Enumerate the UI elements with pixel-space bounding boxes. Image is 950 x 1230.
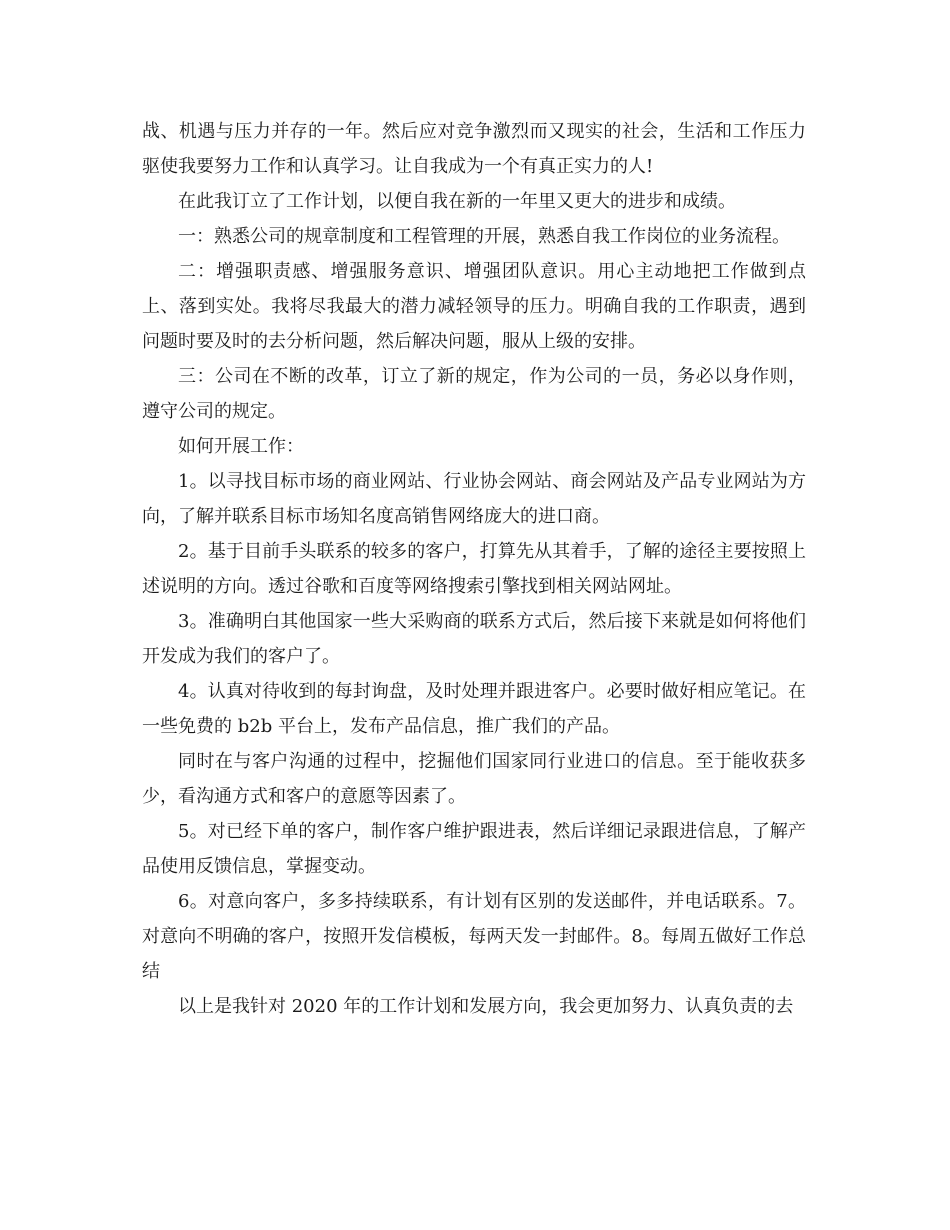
paragraph-steps-6-8: 6。对意向客户，多多持续联系，有计划有区别的发送邮件，并电话联系。7。对意向不明确的客户，按照开发信模板，每两天发一封邮件。8。每周五做好工作总结 xyxy=(142,891,806,982)
paragraph-step-3: 3。准确明白其他国家一些大采购商的联系方式后，然后接下来就是如何将他们开发成为我们的客户了。 xyxy=(142,611,806,667)
paragraph-step-1: 1。以寻找目标市场的商业网站、行业协会网站、商会网站及产品专业网站为方向，了解并联系目标市场知名度高销售网络庞大的进口商。 xyxy=(142,471,806,527)
paragraph-point-three: 三：公司在不断的改革，订立了新的规定，作为公司的一员，务必以身作则，遵守公司的规定。 xyxy=(142,366,806,422)
paragraph-step-2: 2。基于目前手头联系的较多的客户，打算先从其着手，了解的途径主要按照上述说明的方向。透过谷歌和百度等网络搜索引擎找到相关网站网址。 xyxy=(142,541,806,597)
paragraph-step-4: 4。认真对待收到的每封询盘，及时处理并跟进客户。必要时做好相应笔记。在一些免费的 b2b 平台上，发布产品信息，推广我们的产品。 xyxy=(142,681,806,737)
paragraph-intro-continuation: 战、机遇与压力并存的一年。然后应对竞争激烈而又现实的社会，生活和工作压力驱使我要努力工作和认真学习。让自我成为一个有真正实力的人! xyxy=(142,121,806,177)
document-body xyxy=(142,114,806,1024)
paragraph-point-two: 二：增强职责感、增强服务意识、增强团队意识。用心主动地把工作做到点上、落到实处。我将尽我最大的潜力减轻领导的压力。明确自我的工作职责，遇到问题时要及时的去分析问题，然后解决问题，服从上级的安排。 xyxy=(142,261,806,352)
paragraph-communication: 同时在与客户沟通的过程中，挖掘他们国家同行业进口的信息。至于能收获多少，看沟通方式和客户的意愿等因素了。 xyxy=(142,751,806,807)
paragraph-summary: 以上是我针对 2020 年的工作计划和发展方向，我会更加努力、认真负责的去 xyxy=(178,996,794,1017)
paragraph-plan-statement: 在此我订立了工作计划，以便自我在新的一年里又更大的进步和成绩。 xyxy=(178,191,736,212)
paragraph-step-5: 5。对已经下单的客户，制作客户维护跟进表，然后详细记录跟进信息，了解产品使用反馈信息，掌握变动。 xyxy=(142,821,806,877)
paragraph-point-one: 一：熟悉公司的规章制度和工程管理的开展，熟悉自我工作岗位的业务流程。 xyxy=(178,226,790,247)
paragraph-how-to-work-heading: 如何开展工作： xyxy=(178,436,304,457)
